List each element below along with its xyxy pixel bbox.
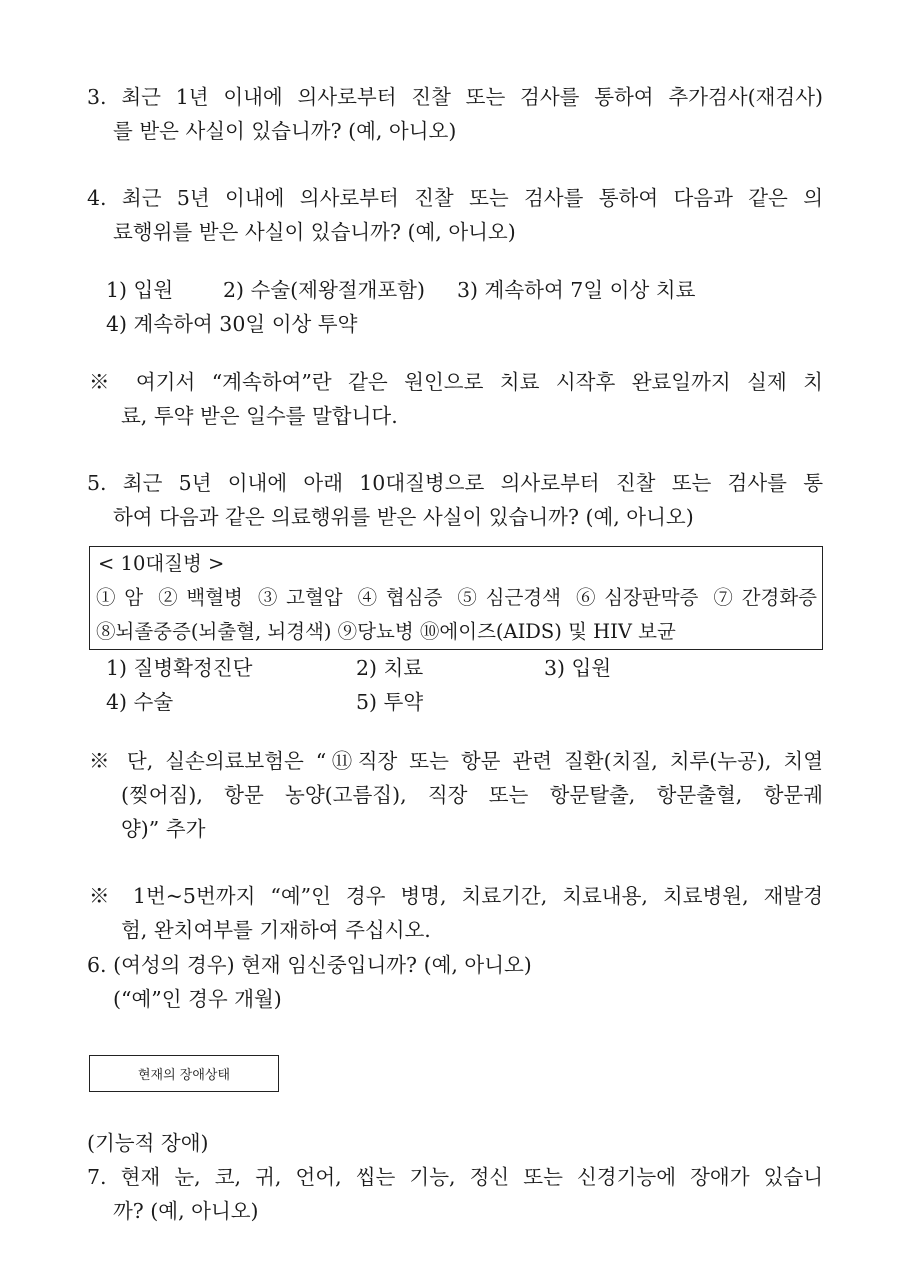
q6-line-2: (“예”인 경우 개월) [113, 987, 282, 1011]
q5-option-4: 4) 수술 [106, 690, 174, 714]
q5-option-1: 1) 질병확정진단 [106, 656, 253, 680]
note-insurance-line-2: (찢어짐), 항문 농양(고름집), 직장 또는 항문탈출, 항문출혈, 항문궤 [121, 783, 823, 807]
note-insurance-line-3: 양)” 추가 [121, 817, 206, 841]
q4-line-1: 4. 최근 5년 이내에 의사로부터 진찰 또는 검사를 통하여 다음과 같은 의 [87, 186, 823, 210]
functional-disability-label: (기능적 장애) [87, 1131, 209, 1155]
note-details-line-2: 험, 완치여부를 기재하여 주십시오. [121, 918, 431, 942]
q4-option-4: 4) 계속하여 30일 이상 투약 [106, 312, 358, 336]
ten-diseases-line-2: ⑧뇌졸중증(뇌출혈, 뇌경색) ⑨당뇨병 ⑩에이즈(AIDS) 및 HIV 보균 [96, 620, 676, 643]
note-continuous-line-1: ※ 여기서 “계속하여”란 같은 원인으로 치료 시작후 완료일까지 실제 치 [89, 370, 823, 394]
q7-line-2: 까? (예, 아니오) [113, 1199, 259, 1223]
q5-line-1: 5. 최근 5년 이내에 아래 10대질병으로 의사로부터 진찰 또는 검사를 통 [87, 471, 823, 495]
ten-diseases-box [89, 546, 823, 650]
q5-option-3: 3) 입원 [544, 656, 612, 680]
q5-option-5: 5) 투약 [356, 690, 424, 714]
q5-option-2: 2) 치료 [356, 656, 424, 680]
note-details-line-1: ※ 1번~5번까지 “예”인 경우 병명, 치료기간, 치료내용, 치료병원, 재발경 [89, 884, 823, 908]
q4-line-2: 료행위를 받은 사실이 있습니까? (예, 아니오) [113, 220, 516, 244]
section-current-disability-box [89, 1055, 279, 1092]
section-current-disability-title: 현재의 장애상태 [137, 1068, 231, 1083]
q6-line-1: 6. (여성의 경우) 현재 임신중입니까? (예, 아니오) [87, 953, 532, 977]
q5-line-2: 하여 다음과 같은 의료행위를 받은 사실이 있습니까? (예, 아니오) [113, 505, 694, 529]
q4-option-3: 3) 계속하여 7일 이상 치료 [457, 278, 696, 302]
note-continuous-line-2: 료, 투약 받은 일수를 말합니다. [121, 404, 398, 428]
ten-diseases-line-1: ①암 ②백혈병 ③고혈압 ④협심증 ⑤심근경색 ⑥심장판막증 ⑦간경화증 [96, 586, 817, 609]
note-insurance-line-1: ※ 단, 실손의료보험은 “⑪직장 또는 항문 관련 질환(치질, 치루(누공), 치열 [89, 749, 823, 773]
q4-option-2: 2) 수술(제왕절개포함) [223, 278, 425, 302]
ten-diseases-title: < 10대질병 > [98, 552, 225, 575]
q3-line-2: 를 받은 사실이 있습니까? (예, 아니오) [113, 119, 457, 143]
q3-line-1: 3. 최근 1년 이내에 의사로부터 진찰 또는 검사를 통하여 추가검사(재검사) [87, 85, 823, 109]
q4-option-1: 1) 입원 [106, 278, 174, 302]
q7-line-1: 7. 현재 눈, 코, 귀, 언어, 씹는 기능, 정신 또는 신경기능에 장애가 있습니 [87, 1165, 823, 1189]
